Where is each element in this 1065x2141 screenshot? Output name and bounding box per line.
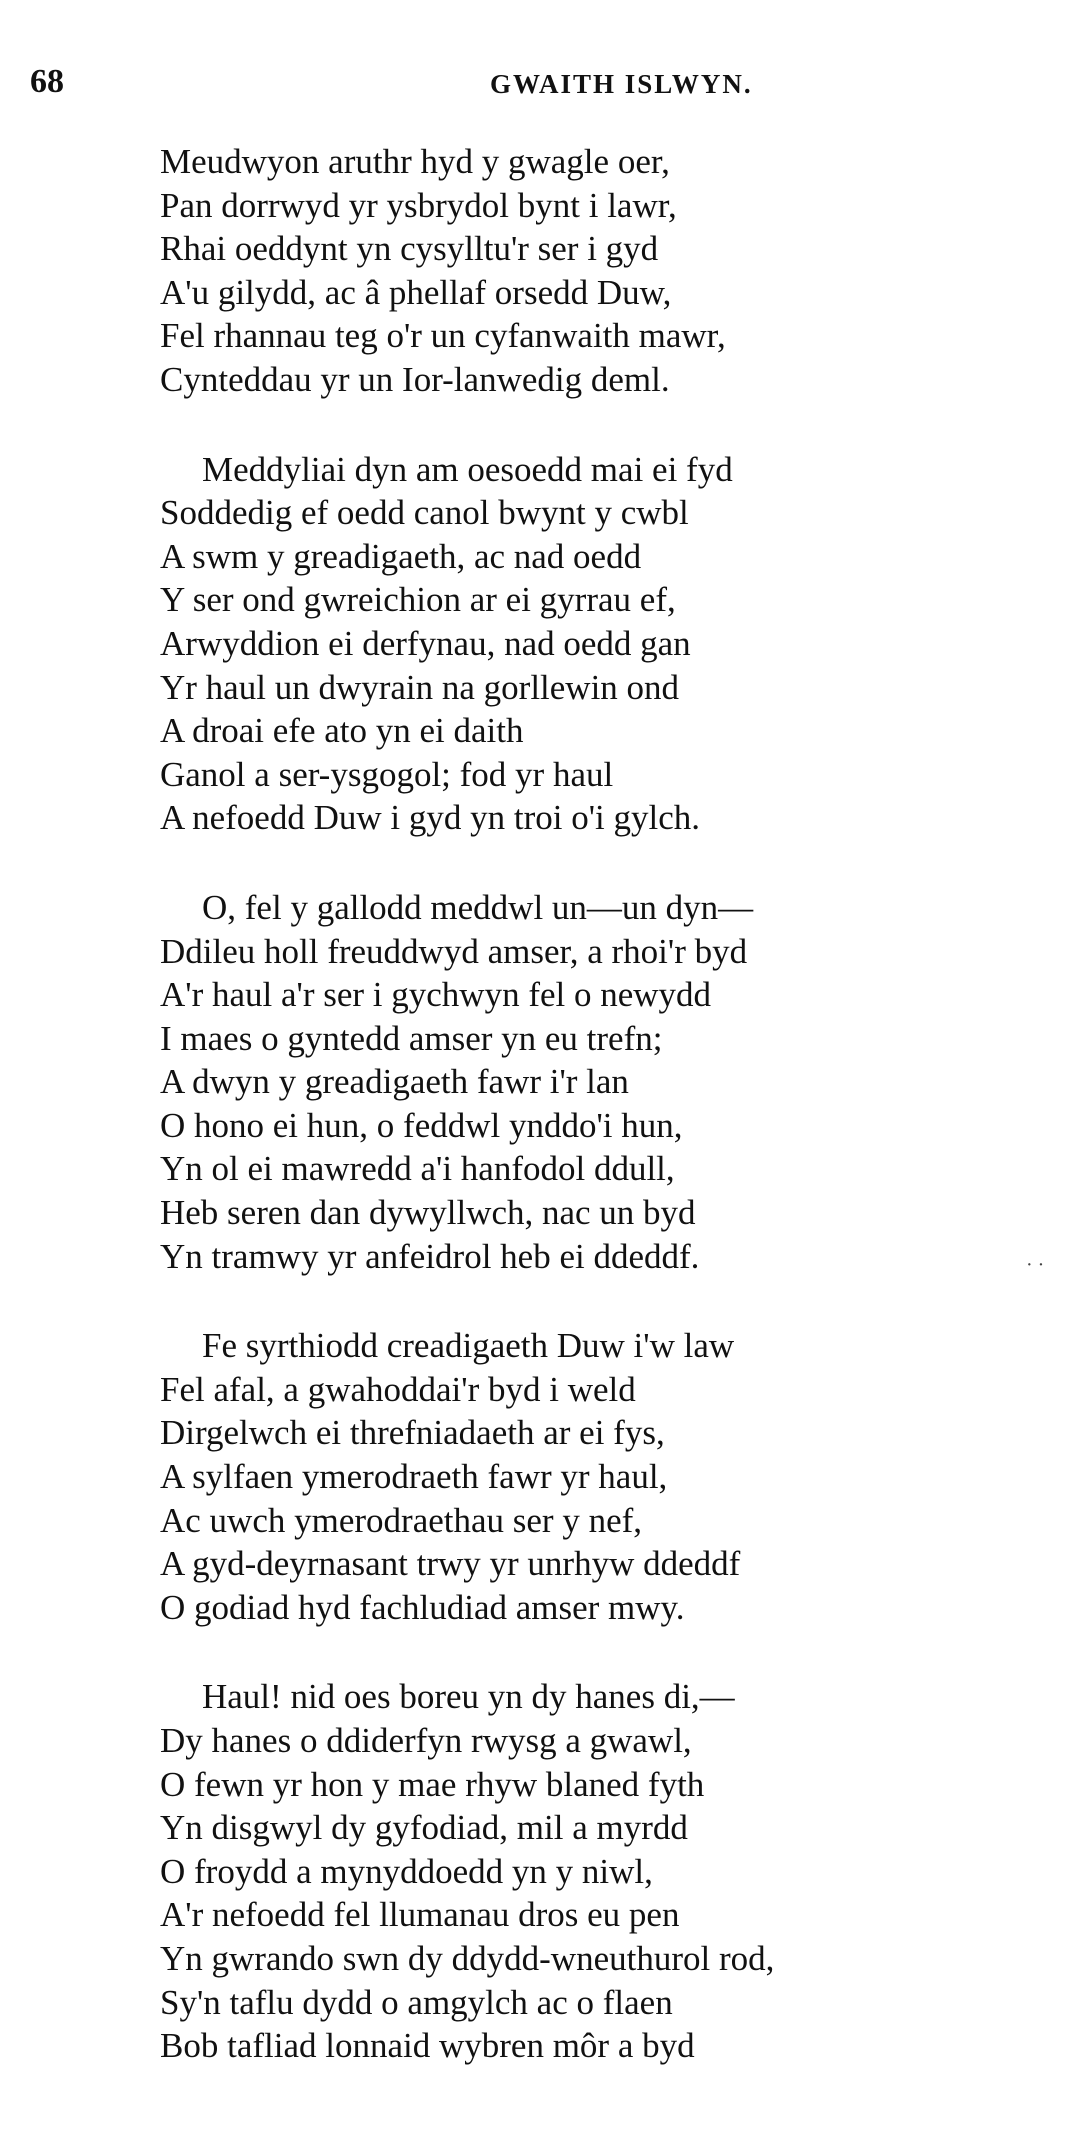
poem-line: Fel rhannau teg o'r un cyfanwaith mawr, bbox=[160, 316, 726, 356]
poem-line: Meddyliai dyn am oesoedd mai ei fyd bbox=[202, 449, 733, 489]
poem-line: Cynteddau yr un Ior-lanwedig deml. bbox=[160, 359, 670, 399]
poem-line: Dy hanes o ddiderfyn rwysg a gwawl, bbox=[160, 1721, 692, 1760]
poem-line: A'u gilydd, ac â phellaf orsedd Duw, bbox=[160, 272, 672, 312]
poem-line: A dwyn y greadigaeth fawr i'r lan bbox=[160, 1062, 629, 1102]
print-speck-marks: · · bbox=[1026, 1254, 1045, 1276]
poem-line: Bob tafliad lonnaid wybren môr a byd bbox=[160, 2026, 695, 2066]
stanza-5 bbox=[160, 1675, 1040, 2067]
stanza-2 bbox=[160, 448, 1040, 840]
poem-line: Yn tramwy yr anfeidrol heb ei ddeddf. bbox=[160, 1236, 700, 1276]
poem-line: Fe syrthiodd creadigaeth Duw i'w law bbox=[202, 1326, 735, 1366]
poem-line: A sylfaen ymerodraeth fawr yr haul, bbox=[160, 1457, 668, 1497]
poem-line: Heb seren dan dywyllwch, nac un byd bbox=[160, 1193, 696, 1233]
poem-line: Yr haul un dwyrain na gorllewin ond bbox=[160, 667, 680, 707]
poem-line: Ac uwch ymerodraethau ser y nef, bbox=[160, 1500, 643, 1540]
poem-line: Ganol a ser-ysgogol; fod yr haul bbox=[160, 754, 614, 794]
poem-line: A'r haul a'r ser i gychwyn fel o newydd bbox=[160, 975, 712, 1015]
poem-line: Sy'n taflu dydd o amgylch ac o flaen bbox=[160, 1982, 673, 2022]
poem-line: A swm y greadigaeth, ac nad oedd bbox=[160, 536, 642, 576]
poem-line: O froydd a mynyddoedd yn y niwl, bbox=[160, 1851, 653, 1891]
poem-line: Haul! nid oes boreu yn dy hanes di,— bbox=[202, 1677, 735, 1717]
poem-line: O fewn yr hon y mae rhyw blaned fyth bbox=[160, 1764, 705, 1804]
poem-body bbox=[160, 140, 1040, 2114]
poem-line: Ddileu holl freuddwyd amser, a rhoi'r byd bbox=[160, 931, 748, 971]
poem-line: O, fel y gallodd meddwl un—un dyn— bbox=[202, 887, 754, 927]
poem-line: A nefoedd Duw i gyd yn troi o'i gylch. bbox=[160, 798, 700, 838]
poem-line: O hono ei hun, o feddwl ynddo'i hun, bbox=[160, 1105, 683, 1145]
poem-line: Yn disgwyl dy gyfodiad, mil a myrdd bbox=[160, 1808, 688, 1848]
poem-line: Yn ol ei mawredd a'i hanfodol ddull, bbox=[160, 1149, 675, 1189]
poem-line: Yn gwrando swn dy ddydd-wneuthurol rod, bbox=[160, 1938, 775, 1978]
running-title: GWAITH ISLWYN. bbox=[490, 69, 753, 99]
poem-line: A droai efe ato yn ei daith bbox=[160, 711, 524, 751]
poem-line: Soddedig ef oedd canol bwynt y cwbl bbox=[160, 493, 689, 533]
poem-line: Pan dorrwyd yr ysbrydol bynt i lawr, bbox=[160, 185, 677, 225]
poem-line: Rhai oeddynt yn cysylltu'r ser i gyd bbox=[160, 229, 659, 269]
poem-line: A gyd-deyrnasant trwy yr unrhyw ddeddf bbox=[160, 1544, 741, 1584]
poem-line: Dirgelwch ei threfniadaeth ar ei fys, bbox=[160, 1413, 665, 1453]
poem-line: O godiad hyd fachludiad amser mwy. bbox=[160, 1587, 685, 1627]
page-number: 68 bbox=[30, 63, 64, 100]
stanza-3 bbox=[160, 886, 1040, 1278]
poem-line: Arwyddion ei derfynau, nad oedd gan bbox=[160, 623, 691, 663]
poem-line: I maes o gyntedd amser yn eu trefn; bbox=[160, 1018, 663, 1058]
poem-line: Meudwyon aruthr hyd y gwagle oer, bbox=[160, 142, 670, 181]
stanza-4 bbox=[160, 1324, 1040, 1629]
page-header bbox=[0, 62, 1065, 102]
stanza-1 bbox=[160, 140, 1040, 402]
poem-line: Fel afal, a gwahoddai'r byd i weld bbox=[160, 1369, 636, 1409]
poem-line: Y ser ond gwreichion ar ei gyrrau ef, bbox=[160, 580, 676, 620]
poem-line: A'r nefoedd fel llumanau dros eu pen bbox=[160, 1895, 680, 1935]
